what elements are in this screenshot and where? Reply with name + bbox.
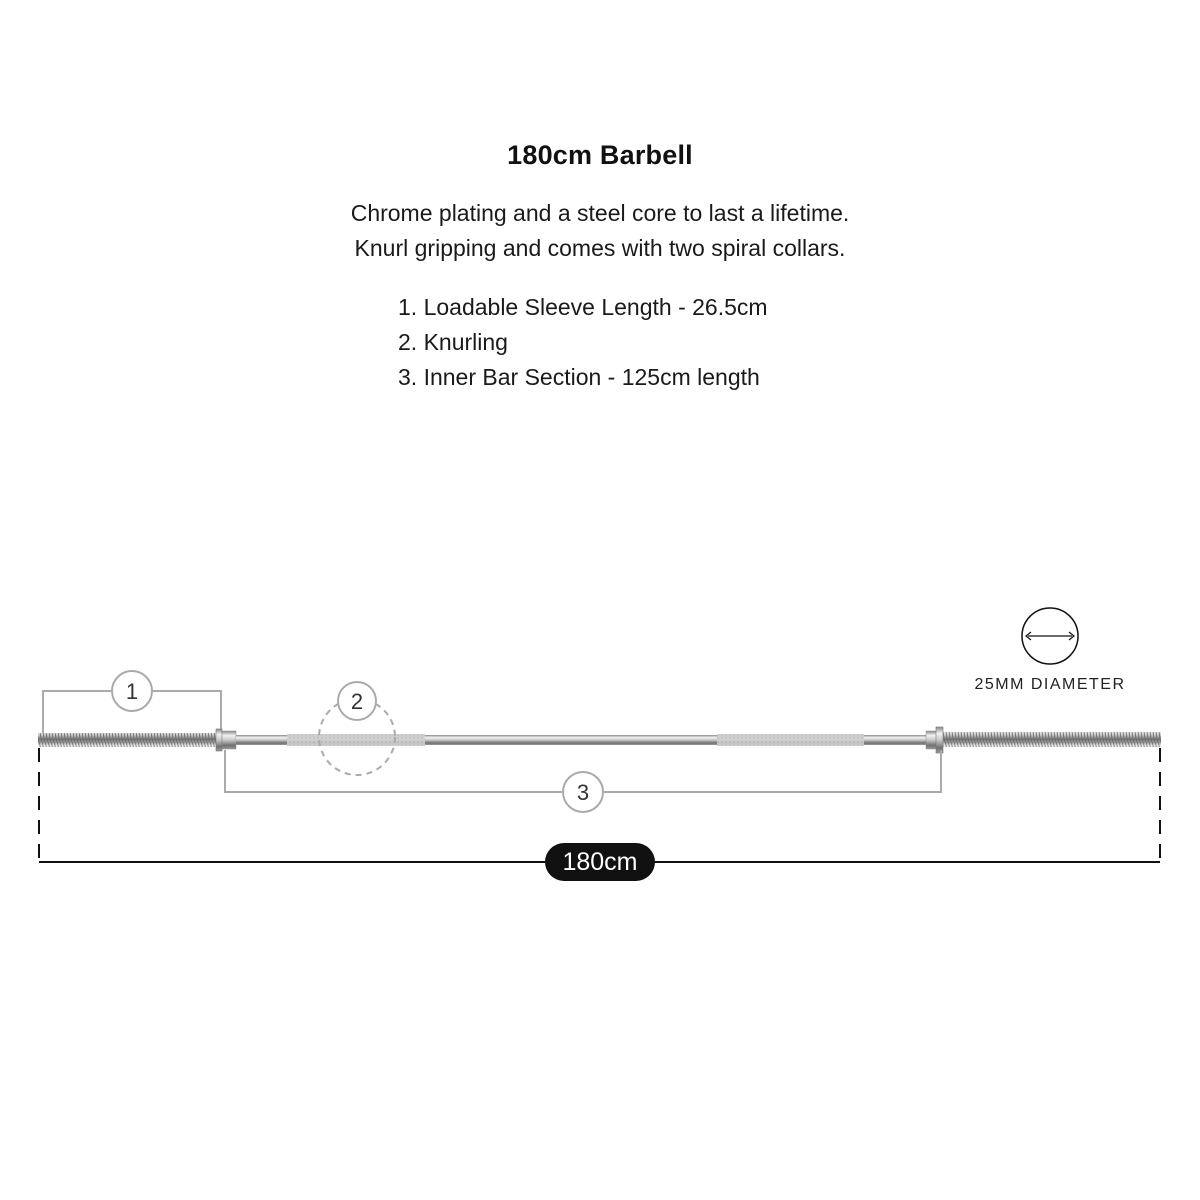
product-title: 180cm Barbell	[507, 140, 693, 170]
left-sleeve	[38, 733, 216, 747]
spec-item-inner-bar: 3. Inner Bar Section - 125cm length	[398, 364, 760, 390]
right-collar	[936, 727, 943, 753]
spec-item-knurling: 2. Knurling	[398, 329, 508, 355]
callout-2	[319, 682, 395, 775]
right-sleeve	[943, 732, 1161, 747]
knurl-right	[717, 734, 864, 746]
barbell	[38, 727, 1161, 753]
callout-1	[112, 671, 152, 711]
callout-3-label: 3	[576, 780, 590, 805]
diameter-label: 25MM DIAMETER	[974, 676, 1126, 693]
diameter-icon	[1022, 608, 1078, 664]
spec-item-sleeve: 1. Loadable Sleeve Length - 26.5cm	[398, 294, 768, 320]
knurl-left	[287, 734, 425, 746]
description-line-1: Chrome plating and a steel core to last a lifetime.	[350, 200, 850, 226]
callout-3	[563, 772, 603, 812]
left-collar	[216, 729, 222, 751]
description-line-2: Knurl gripping and comes with two spiral collars.	[354, 235, 846, 261]
callout-2-label: 2	[350, 689, 364, 714]
total-length-badge: 180cm	[545, 843, 655, 881]
callout-1-label: 1	[125, 679, 139, 704]
